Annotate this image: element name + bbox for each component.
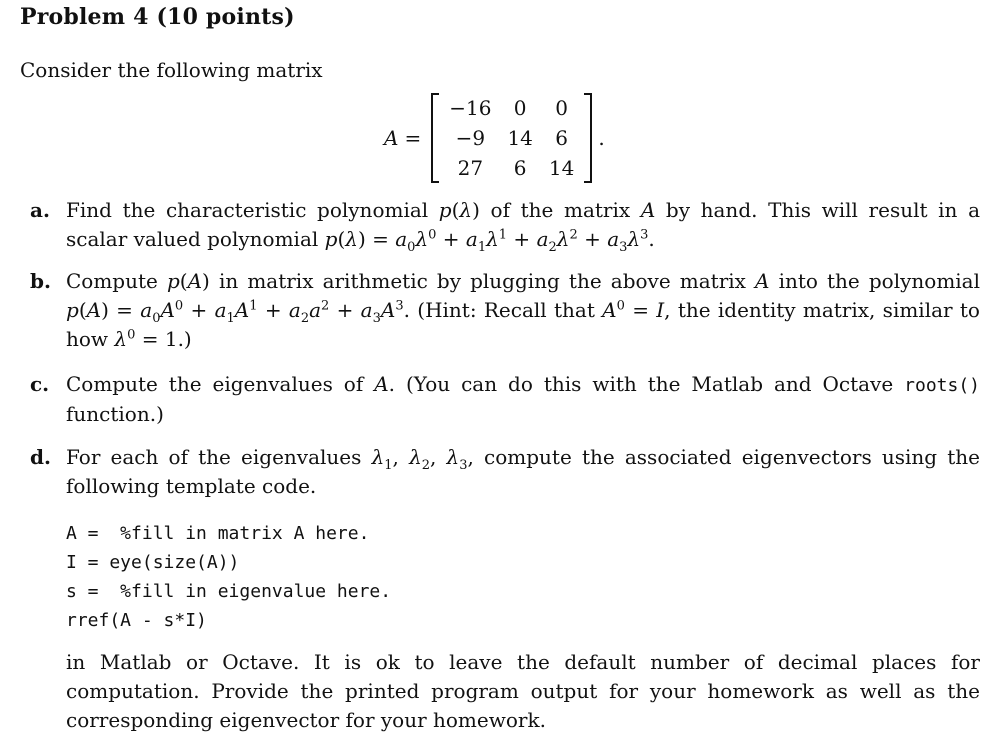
part-d [30, 443, 980, 501]
problem-intro: Consider the following matrix [20, 58, 323, 82]
code-line: s = %fill in eigenvalue here. [66, 581, 392, 602]
right-bracket [584, 93, 592, 183]
part-b-label: b. [30, 269, 51, 293]
matrix-table [441, 93, 582, 183]
matrix-cell: 27 [457, 155, 484, 180]
part-d-followup: in Matlab or Octave. It is ok to leave the default number of decimal places for computation. Provide the printed program output for your homework as well as the corresponding eigenvector for your homework. [66, 650, 980, 732]
part-a-text: Find the characteristic polynomial p(λ) of the matrix A by hand. This will result in a scalar valued polynomial $p(\lambda) = a_0\lambda^0 + a_1\lambda^1 + a_2\lambda^2 + a_3\lambda^3$. [66, 198, 980, 255]
part-c-label: c. [30, 372, 50, 396]
matrix-equation [384, 90, 605, 185]
code-line: I = eye(size(A)) [66, 552, 240, 573]
part-c-text: Compute the eigenvalues of A. (You can do this with the Matlab and Octave roots() function.) [66, 372, 980, 426]
part-a-label: a. [30, 198, 50, 222]
matrix-cell: −16 [449, 95, 492, 120]
code-line: rref(A - s*I) [66, 610, 207, 631]
matrix-lhs: A = [384, 125, 422, 150]
matrix-row [441, 153, 582, 183]
matrix-cell: 0 [513, 95, 527, 120]
part-c [30, 370, 980, 429]
matrix-row [441, 123, 582, 153]
matrix-cell: 0 [555, 95, 568, 120]
part-b [30, 267, 980, 354]
matrix-cell: 14 [507, 125, 533, 150]
matrix-cell: 14 [548, 155, 575, 180]
matrix-cell: 6 [555, 125, 568, 150]
matrix-cell: 6 [513, 155, 527, 180]
matrix-A [431, 93, 592, 183]
part-a [30, 196, 980, 254]
part-d-text: For each of the eigenvalues $\lambda_1$, $\lambda_2$, $\lambda_3$, compute the associated eigenvectors using the following template code. [66, 445, 980, 498]
part-d-label: d. [30, 445, 51, 469]
roots-code: roots() [904, 375, 980, 396]
part-b-text: Compute p(A) in matrix arithmetic by plugging the above matrix A into the polynomial $p(A) = a_0A^0 + a_1A^1 + a_2a^2 + a_3A^3$. (Hint: Recall that $A^0 = I$, the identity matrix, similar to how $\lambda^0 = 1$.) [66, 269, 981, 351]
template-code [66, 519, 391, 635]
matrix-name: A [384, 125, 399, 150]
matrix-row [441, 93, 582, 123]
code-line: A = %fill in matrix A here. [66, 523, 370, 544]
left-bracket [431, 93, 439, 183]
problem-heading: Problem 4 (10 points) [20, 4, 295, 30]
matrix-terminator: . [598, 125, 605, 150]
matrix-cell: −9 [455, 125, 486, 150]
